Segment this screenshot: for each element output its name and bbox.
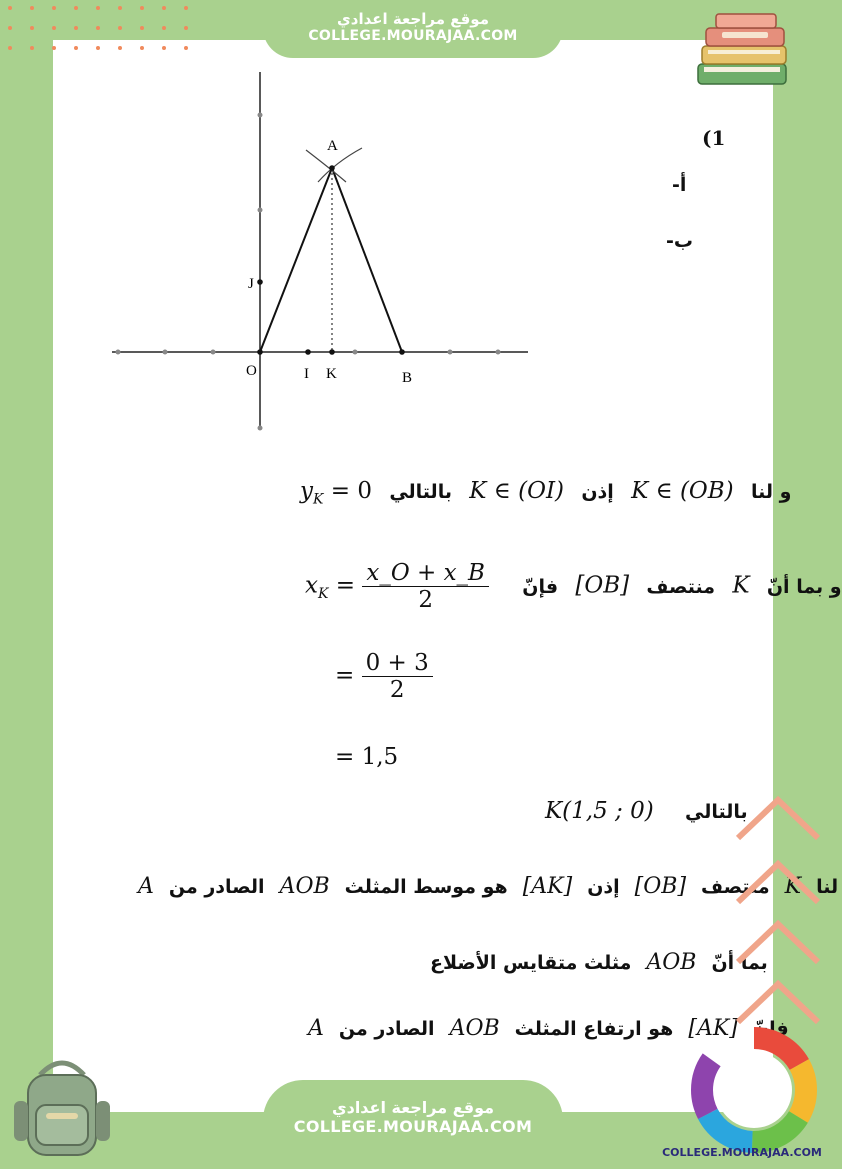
l6-text-1: لنا bbox=[816, 876, 839, 898]
point-J bbox=[257, 279, 263, 285]
l6-text-4: هو موسط المثلث bbox=[344, 876, 508, 898]
l1-eq: = 0 bbox=[330, 478, 372, 504]
label-B: B bbox=[402, 370, 413, 386]
backpack-icon bbox=[10, 1055, 115, 1160]
point-A bbox=[329, 165, 335, 171]
l6-math-1: K bbox=[784, 874, 802, 899]
l1-text-3: بالتالي bbox=[389, 481, 452, 503]
l3-numerator: 0 + 3 bbox=[362, 650, 433, 677]
l5-text: بالتالي bbox=[685, 801, 748, 823]
line-5 bbox=[545, 798, 748, 824]
l3-fraction bbox=[362, 650, 433, 703]
point-O bbox=[257, 349, 263, 355]
decorative-dots bbox=[8, 6, 208, 56]
chevron-up-icon bbox=[730, 790, 820, 1050]
l6-math-4: AOB bbox=[279, 874, 330, 899]
l2-math-1: K bbox=[732, 572, 750, 599]
l2-eq: = bbox=[335, 572, 356, 599]
l7-math-1: AOB bbox=[646, 950, 697, 975]
l6-math-3: [AK] bbox=[522, 874, 573, 899]
l8-text-2: هو ارتفاع المثلث bbox=[514, 1018, 674, 1040]
l2-text-1: و بما أنّ bbox=[766, 575, 842, 598]
compass-arc-1 bbox=[306, 150, 346, 182]
line-7 bbox=[430, 950, 768, 975]
l8-math-2: AOB bbox=[449, 1016, 500, 1041]
l7-text-2: مثلث متقايس الأضلاع bbox=[430, 952, 632, 974]
label-O: O bbox=[246, 363, 257, 379]
site-logo-icon bbox=[694, 1020, 814, 1160]
l3-denominator: 2 bbox=[389, 677, 405, 703]
l6-math-5: A bbox=[138, 874, 154, 899]
l1-y-sub: K bbox=[313, 491, 324, 508]
footer-site-url[interactable]: COLLEGE.MOURAJAA.COM bbox=[293, 1117, 533, 1136]
l1-math-2: K ∈ (OI) bbox=[469, 478, 564, 504]
l1-math-1: K ∈ (OB) bbox=[631, 478, 734, 504]
item-a-label: أ- bbox=[672, 174, 687, 196]
l1-text-1: و لنا bbox=[750, 481, 792, 503]
l2-fraction bbox=[362, 560, 489, 613]
line-2 bbox=[305, 560, 842, 613]
logo-caption[interactable]: COLLEGE.MOURAJAA.COM bbox=[662, 1146, 822, 1159]
footer-site-arabic: موقع مراجعة اعدادي bbox=[331, 1098, 495, 1117]
segment-OA bbox=[260, 168, 332, 352]
l2-numerator: x_O + x_B bbox=[362, 560, 489, 587]
l8-text-3: الصادر من bbox=[338, 1018, 435, 1040]
l6-text-5: الصادر من bbox=[168, 876, 265, 898]
point-B bbox=[399, 349, 405, 355]
l2-math-2: [OB] bbox=[575, 572, 630, 599]
l6-text-2: منتصف bbox=[701, 876, 770, 898]
question-number: (1 bbox=[702, 126, 726, 150]
l6-math-2: [OB] bbox=[634, 874, 687, 899]
books-icon bbox=[692, 12, 792, 92]
l2-x: x bbox=[305, 572, 318, 599]
header-banner bbox=[263, 0, 563, 58]
l6-text-3: إذن bbox=[587, 876, 620, 898]
label-K: K bbox=[326, 366, 337, 382]
line-4: = 1,5 bbox=[335, 744, 399, 770]
point-I bbox=[305, 349, 311, 355]
l8-math-1: [AK] bbox=[688, 1016, 738, 1041]
l5-math: K(1,5 ; 0) bbox=[545, 798, 654, 824]
l1-text-2: إذن bbox=[581, 481, 614, 503]
label-A: A bbox=[327, 138, 338, 154]
point-K bbox=[329, 349, 335, 355]
l3-eq: = bbox=[335, 662, 355, 689]
l2-text-2: منتصف bbox=[646, 575, 716, 598]
l8-text-1: فإنّ bbox=[752, 1018, 789, 1040]
l1-y: y bbox=[300, 478, 313, 504]
segment-AB bbox=[332, 168, 402, 352]
footer-banner bbox=[263, 1080, 563, 1169]
l2-text-3: فإنّ bbox=[522, 575, 559, 598]
label-J: J bbox=[248, 276, 254, 292]
line-3 bbox=[335, 650, 433, 703]
l8-math-3: A bbox=[308, 1016, 324, 1041]
item-b-label: ب- bbox=[666, 230, 693, 252]
label-I: I bbox=[304, 366, 309, 382]
l2-denominator: 2 bbox=[418, 587, 433, 613]
line-1 bbox=[300, 478, 791, 508]
header-site-url[interactable]: COLLEGE.MOURAJAA.COM bbox=[308, 28, 518, 44]
l2-x-sub: K bbox=[317, 586, 329, 603]
header-site-arabic: موقع مراجعة اعدادي bbox=[337, 10, 489, 28]
geometry-figure bbox=[110, 70, 530, 435]
l7-text-1: بما أنّ bbox=[711, 952, 768, 974]
